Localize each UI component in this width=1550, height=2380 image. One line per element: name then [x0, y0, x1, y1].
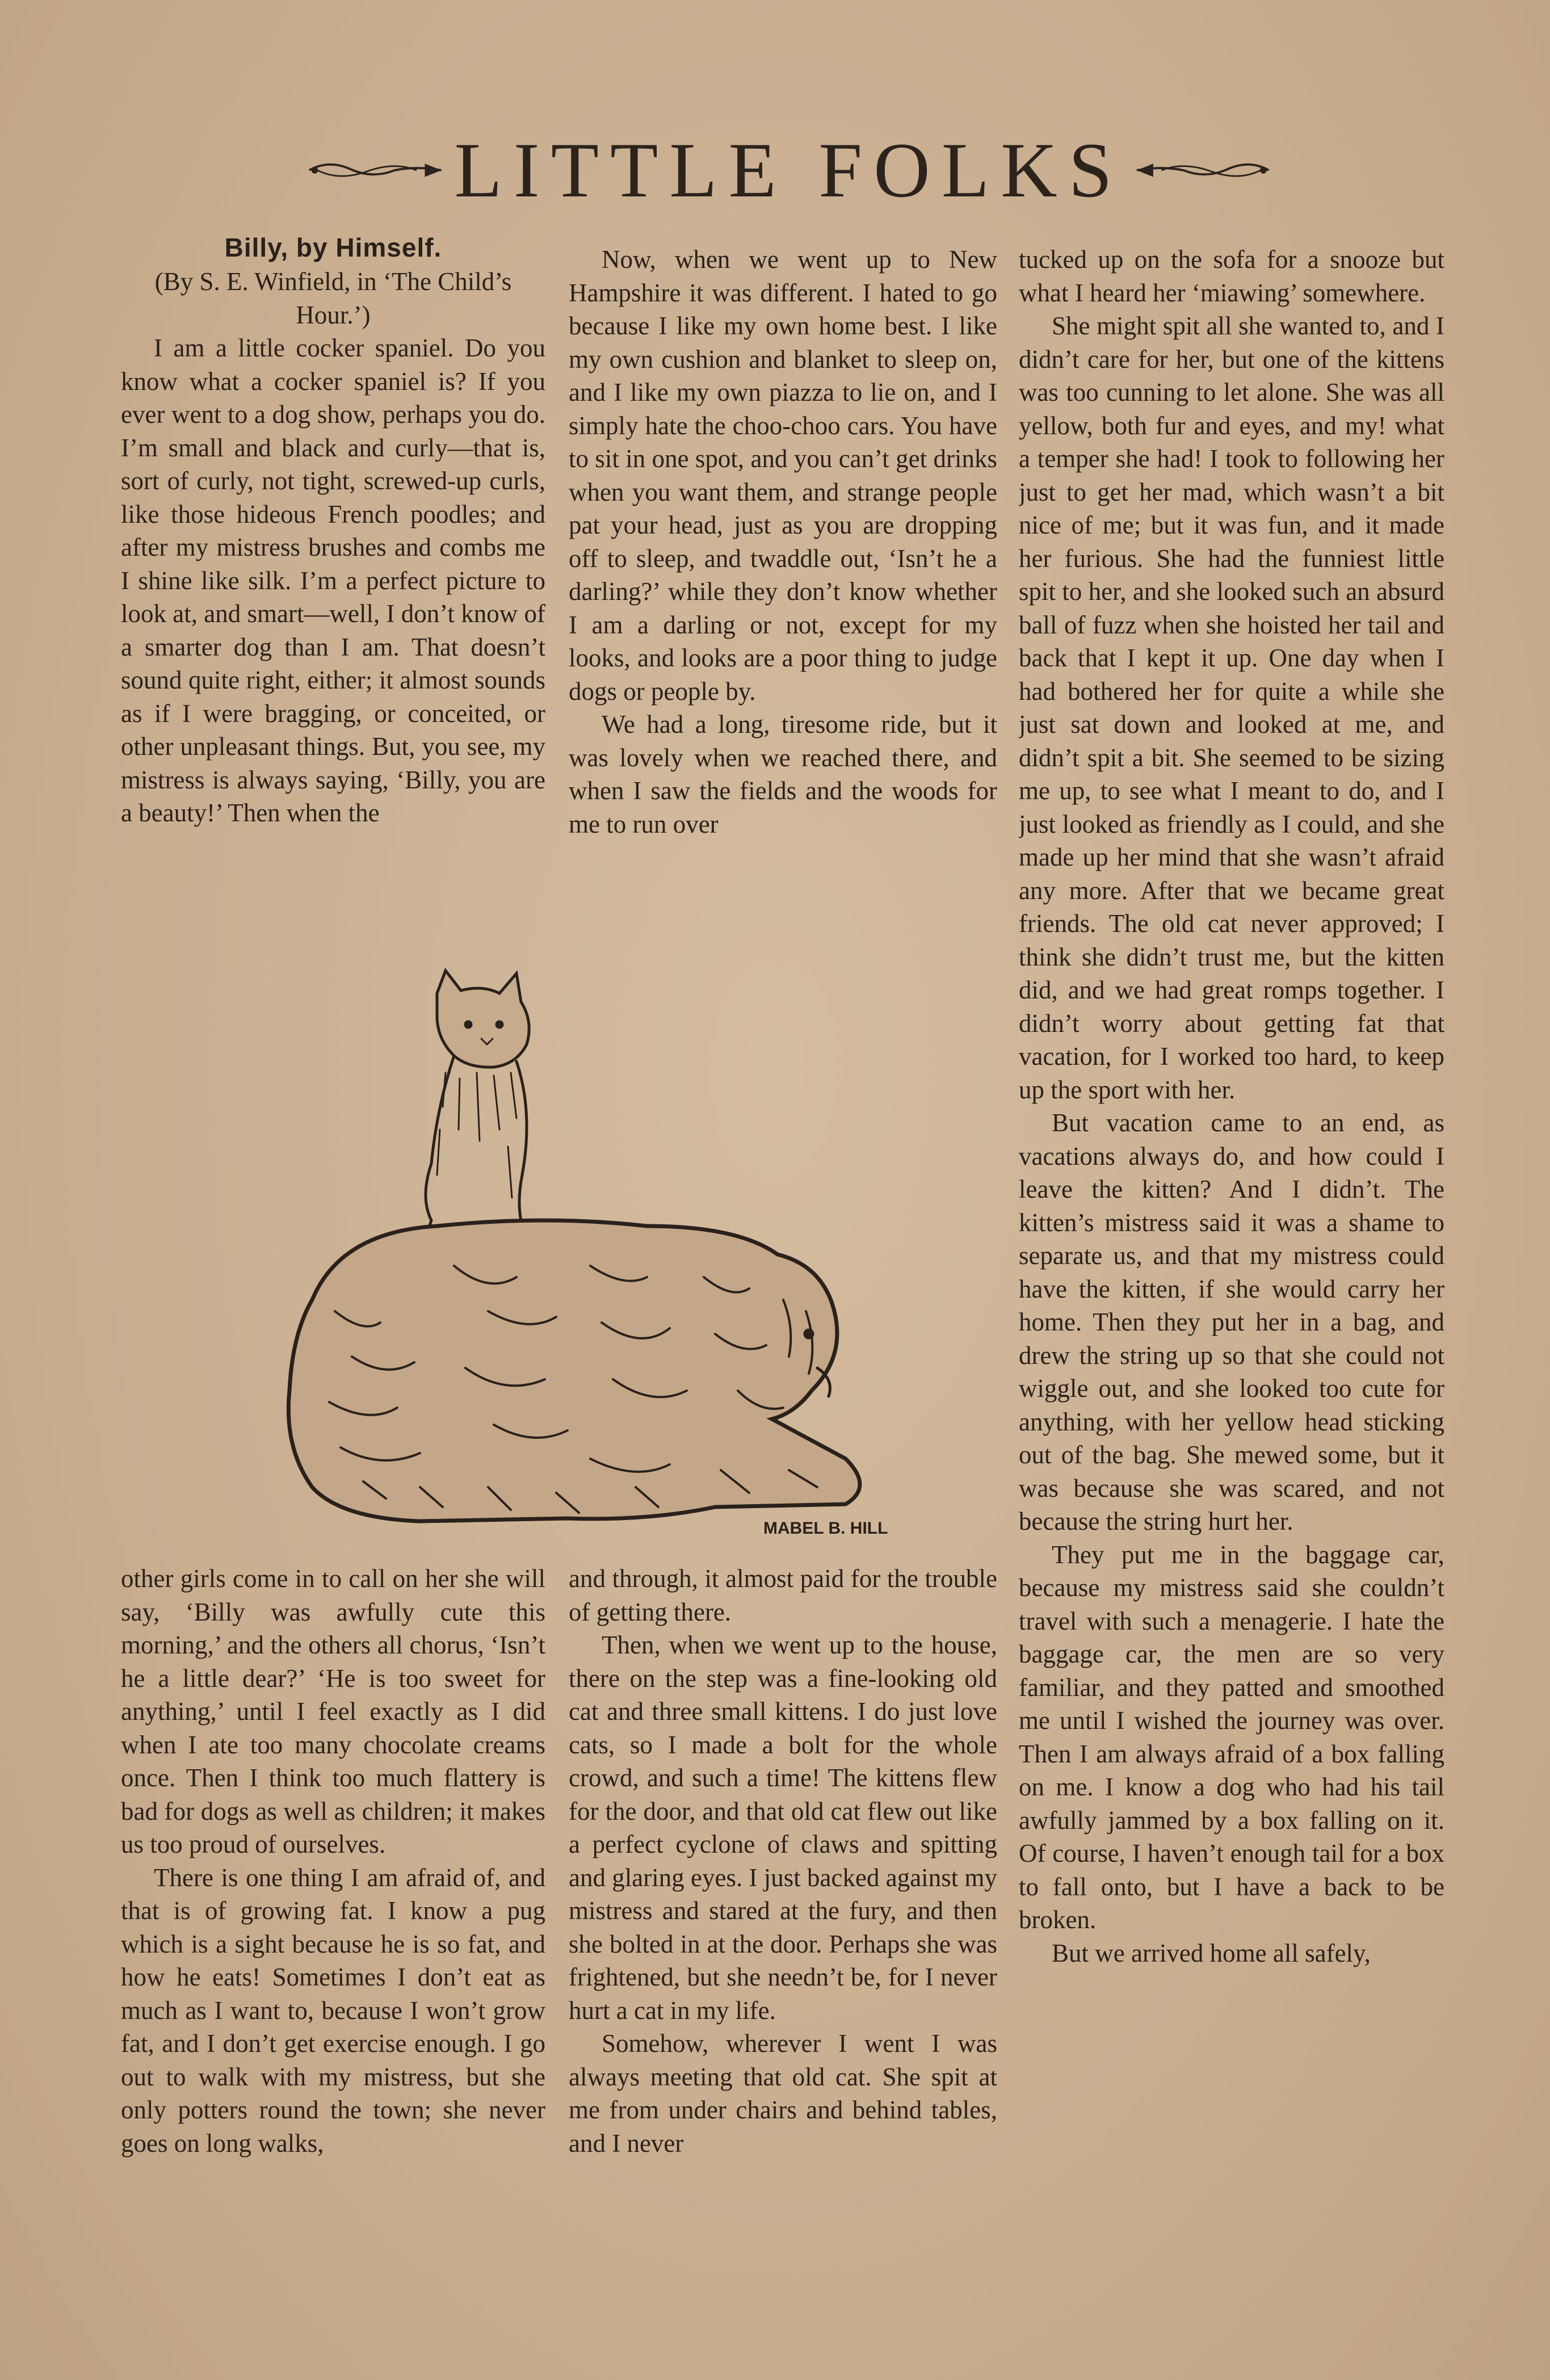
masthead	[306, 128, 1271, 213]
paragraph: We had a long, tiresome ride, but it was lovely when we reached there, and when I saw the fields and the woods for me to run over	[569, 710, 997, 838]
paragraph: They put me in the baggage car, because my mistress said she couldn’t travel with such a menagerie. I hate the baggage car, the men are so very familiar, and they patted and smoothed me until I wished the journey was over. Then I am always afraid of a box falling on me. I know a dog who had his tail awfully jammed by a box falling on it. Of course, I haven’t enough tail for a box to fall onto, but I have a back to be broken.	[1019, 1540, 1444, 1934]
paragraph: tucked up on the sofa for a snooze but what I heard her ‘miawing’ somewhere.	[1019, 245, 1444, 307]
artist-signature: MABEL B. HILL	[763, 1519, 888, 1538]
paragraph: and through, it almost paid for the trouble of getting there.	[569, 1564, 997, 1626]
paragraph: Now, when we went up to New Hampshire it was different. I hated to go because I like my own home best. I like my own cushion and blanket to sleep on, and I like my own piazza to lie on, and I simply hate the choo-choo cars. You have to sit in one spot, and you can’t get drinks when you want them, and strange people pat your head, just as you are dropping off to sleep, and twaddle out, ‘Isn’t he a darling?’ while they don’t know whether I am a darling or not, except for my looks, and looks are a poor thing to judge dogs or people by.	[569, 245, 997, 706]
paragraph: She might spit all she wanted to, and I didn’t care for her, but one of the kittens was too cunning to let alone. She was all yellow, both fur and eyes, and my! what a temper she had! I took to following her just to get her mad, which wasn’t a bit nice of me; but it was fun, and it made her furious. She had the funniest little spit to her, and she looked such an absurd ball of fuzz when she hoisted her tail and back that I kept it up. One day when I had bothered her for quite a while she just sat down and looked at me, and didn’t spit a bit. She seemed to be sizing me up, to see what I meant to do, and I just looked as friendly as I could, and she made up her mind that she wasn’t afraid any more. After that we became great friends. The old cat never approved; I think she didn’t trust me, but the kitten did, and we had great romps together. I didn’t worry about getting fat that vacation, for I worked too hard, to keep up the sport with her.	[1019, 312, 1444, 1104]
dog-and-kitten-illustration	[250, 959, 931, 1544]
story-byline: (By S. E. Winfield, in ‘The Child’s Hour.’)	[154, 267, 512, 329]
column-3	[1019, 243, 1444, 2269]
column-2-top	[569, 243, 997, 942]
left-flourish-icon	[306, 153, 444, 187]
paragraph: But we arrived home all safely,	[1052, 1938, 1371, 1967]
paragraph: Then, when we went up to the house, there on the step was a fine-looking old cat and three small kittens. I do just love cats, so I made a bolt for the whole crowd, and such a time! The kittens flew for the door, and that old cat flew out like a perfect cyclone of claws and spitting and glaring eyes. I just backed against my mistress and stared at the fury, and then she bolted in at the door. Perhaps she was frightened, but she needn’t be, for I never hurt a cat in my life.	[569, 1631, 997, 2025]
column-1-bottom	[121, 1562, 545, 2259]
story-title: Billy, by Himself.	[224, 233, 442, 262]
paragraph: I am a little cocker spaniel. Do you know what a cocker spaniel is? If you ever went to a dog show, perhaps you do. I’m small and black and curly—that is, sort of curly, not tight, screwed-up curls, like those hideous French poodles; and after my mistress brushes and combs me I shine like silk. I’m a perfect picture to look at, and smart—well, I don’t know of a smarter dog than I am. That doesn’t sound quite right, either; it almost sounds as if I were bragging, or conceited, or other unpleasant things. But, you see, my mistress is always saying, ‘Billy, you are a beauty!’ Then when the	[121, 334, 545, 827]
column-2-bottom	[569, 1562, 997, 2259]
masthead-title: LITTLE FOLKS	[454, 127, 1124, 213]
right-flourish-icon	[1134, 153, 1271, 187]
illustration-drawing	[250, 959, 931, 1544]
paragraph: There is one thing I am afraid of, and that is of growing fat. I know a pug which is a sight because he is so fat, and how he eats! Sometimes I don’t eat as much as I want to, because I won’t grow fat, and I don’t get exercise enough. I go out to walk with my mistress, but she only potters round the town; she never goes on long walks,	[121, 1863, 545, 2157]
paragraph: Somehow, wherever I went I was always meeting that old cat. She spit at me from under chairs and behind tables, and I never	[569, 2029, 997, 2157]
column-1-top	[121, 230, 545, 945]
paragraph: But vacation came to an end, as vacations always do, and how could I leave the kitten? And I didn’t. The kitten’s mistress said it was a shame to separate us, and that my mistress could have the kitten, if she would carry her home. Then they put her in a bag, and drew the string up so that she could not wiggle out, and she looked too cute for anything, with her yellow head sticking out of the bag. She mewed some, but it was because she was scared, and not because the string hurt her.	[1019, 1109, 1444, 1535]
paragraph: other girls come in to call on her she will say, ‘Billy was awfully cute this morning,’ and the others all chorus, ‘Isn’t he a little dear?’ ‘He is too sweet for anything,’ until I feel exactly as I did when I ate too many chocolate creams once. Then I think too much flattery is bad for dogs as well as children; it makes us too proud of ourselves.	[121, 1564, 545, 1858]
